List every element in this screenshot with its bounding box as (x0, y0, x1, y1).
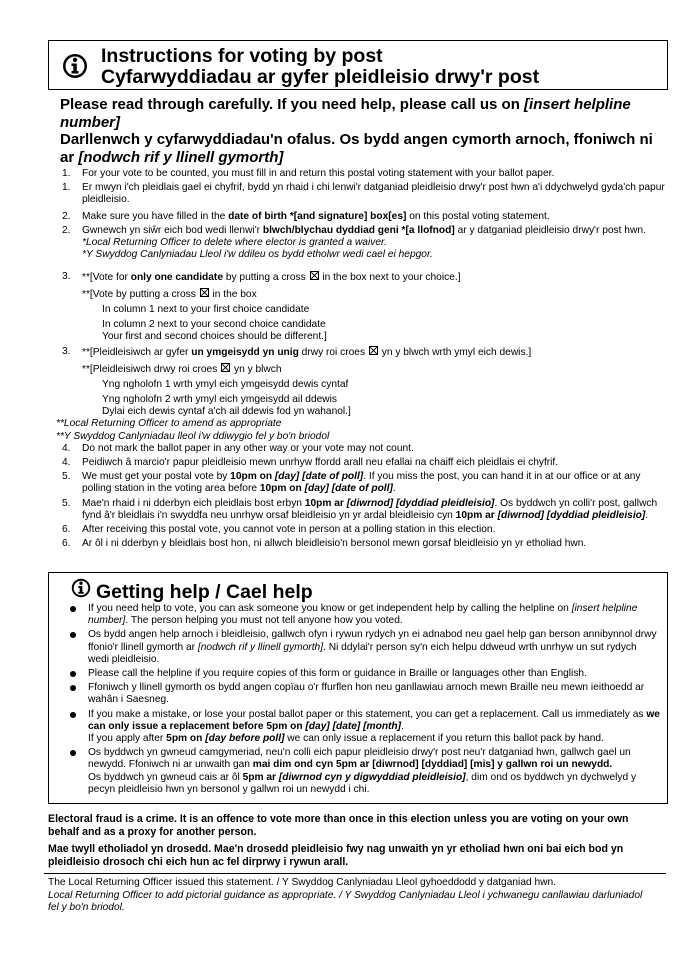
bullet (70, 606, 76, 612)
help-text: . (401, 720, 404, 732)
instruction-text-bold: [day] [date of poll] (274, 471, 364, 483)
help-text: If you apply after (88, 733, 167, 745)
instruction-text: Mae'n rhaid i ni dderbyn eich pleidlais bost erbyn (82, 497, 305, 509)
instruction-4-en (62, 443, 666, 455)
list-number: 2. (62, 224, 71, 236)
header-title-en: Instructions for voting by post (101, 45, 383, 67)
instruction-text: Gwnewch yn siŵr eich bod wedi llenwi'r (82, 224, 263, 236)
instruction-text: on this postal voting statement. (406, 210, 550, 222)
list-number: 5. (62, 497, 71, 509)
instruction-3-col1-en: In column 1 next to your first choice candidate (102, 303, 310, 315)
help-text-bold: we can only issue a replacement before 5pm on (88, 708, 660, 732)
instruction-5-en (62, 471, 666, 495)
intro-en-text: Please read through carefully. If you need help, please call us on (60, 96, 525, 113)
instruction-text: We must get your postal vote by (82, 471, 231, 483)
instruction-text: For your vote to be counted, you must fill in and return this postal voting statement with your ballot paper. (82, 168, 555, 179)
instruction-text: . (392, 483, 396, 495)
list-number: 1. (62, 182, 71, 194)
cross-box-icon (310, 271, 319, 280)
instruction-text-bold: blwch/blychau dyddiad geni *[a llofnod] (262, 224, 455, 236)
instruction-text-bold: date of birth *[and signature] box[es] (228, 210, 407, 222)
instruction-text-bold: [day] [date of poll] (304, 483, 393, 495)
instruction-3-col2-en: In column 2 next to your second choice candidate (102, 319, 326, 331)
instruction-text-bold: 10pm on (230, 471, 275, 483)
instruction-text: in the box next to your choice.] (319, 272, 461, 284)
help-text-bold: [day] [date] [month] (305, 720, 402, 732)
instruction-text: **[Pleidleisiwch ar gyfer (82, 347, 192, 359)
intro-en (60, 96, 660, 131)
help-item-1-en (68, 603, 660, 627)
instruction-1-cy (62, 182, 666, 206)
instruction-text: drwy roi croes (298, 347, 368, 359)
help-text: . Ni ddylai'r person sy'n eich helpu ddweud wrth unrhyw un sut rydych wedi pleidleisio. (88, 641, 637, 665)
instruction-text: Make sure you have filled in the (82, 210, 229, 222)
header-title-cy: Cyfarwyddiadau ar gyfer pleidleisio drwy'r post (101, 66, 540, 88)
instruction-1-en (62, 168, 666, 180)
bullet (70, 671, 76, 677)
instruction-text: **[Vote by putting a cross (82, 288, 199, 300)
instruction-text: **[Vote for (82, 272, 131, 284)
help-text-bold: mai dim ond cyn 5pm ar [diwrnod] [dyddiad] [mis] y gallwn roi un newydd. (252, 759, 613, 771)
list-number: 1. (62, 168, 71, 179)
help-text: , dim ond os byddwch yn dychwelyd y pecyn pleidleisio hwn yn bersonol y gallwn roi un newydd i chi. (88, 771, 637, 795)
instruction-3-alt-en (62, 288, 666, 301)
footer-issued: The Local Returning Officer issued this statement. / Y Swyddog Canlyniadau Lleol gyhoeddodd y datganiad hwn. (48, 877, 557, 888)
instruction-text: yn y blwch wrth ymyl eich dewis.] (378, 347, 532, 359)
instruction-text-bold: only one candidate (130, 272, 223, 284)
list-number: 2. (62, 210, 71, 222)
note-2-en: *Local Returning Officer to delete where elector is granted a waiver. (82, 237, 387, 249)
instruction-3-diff-cy: Dylai eich dewis cyntaf a'ch ail ddewis fod yn wahanol.] (102, 406, 351, 418)
help-text-bold: 5pm ar (242, 771, 279, 783)
instruction-text: Ar ôl i ni dderbyn y bleidlais bost hon, ni allwch bleidleisio'n bersonol mewn gorsaf bleidleisio yn yr etholiad hwn. (82, 538, 587, 550)
instruction-text: . If you miss the post, you can hand it in at our office or at any polling station in the voting area before (82, 471, 641, 495)
help-text: Os byddwch yn gwneud camgymeriad, neu'n colli eich papur pleidleisio drwy'r post neu'r datganiad hwn, gallwch gael un newydd. Ffoniwch ni ar unwaith gan (88, 747, 631, 771)
instructions-list (56, 168, 666, 550)
cross-box-icon (221, 363, 230, 372)
intro-en-helpline: [insert helpline number] (60, 96, 631, 131)
list-number: 6. (62, 524, 71, 536)
list-number: 3. (62, 271, 71, 283)
list-number: 3. (62, 346, 71, 358)
fraud-warning-en: Electoral fraud is a crime. It is an offence to vote more than once in this election unless you are voting on your own behalf and as a proxy for another person. (48, 813, 629, 838)
note-2-cy: *Y Swyddog Canlyniadau Lleol i'w ddileu os bydd etholwr wedi cael ei hepgor. (82, 249, 433, 261)
help-item-3-cy (68, 747, 660, 796)
instruction-text-bold: [diwrnod] [dyddiad pleidleisio] (346, 497, 495, 509)
instruction-text-bold: un ymgeisydd yn unig (191, 347, 299, 359)
instruction-3-col2-cy: Yng ngholofn 2 wrth ymyl eich ymgeisydd ail ddewis (102, 394, 337, 406)
list-number: 4. (62, 457, 71, 469)
note-3-cy: **Y Swyddog Canlyniadau lleol i'w ddiwygio fel y bo'n briodol (56, 430, 330, 442)
instruction-text: Er mwyn i'ch pleidlais gael ei chyfrif, bydd yn rhaid i chi lenwi'r datganiad pleidleisio drwy'r post hwn a'i ddychwelyd gyda'ch papur pleidleisio. (82, 182, 665, 206)
list-number: 6. (62, 538, 71, 550)
help-helpline: [nodwch rif y llinell gymorth] (197, 641, 324, 653)
help-list (68, 603, 660, 796)
instruction-3-cy (62, 346, 666, 359)
instruction-text: yn y blwch (231, 363, 282, 375)
instruction-3-diff-en: Your first and second choices should be different.] (102, 331, 327, 343)
note-3-en: **Local Returning Officer to amend as appropriate (56, 418, 282, 430)
info-icon (62, 53, 88, 79)
help-text: If you need help to vote, you can ask someone you know or get independent help by calling the helpline on (88, 603, 572, 614)
instruction-2-cy (62, 225, 666, 237)
fraud-warning-cy: Mae twyll etholiadol yn drosedd. Mae'n drosedd pleidleisio fwy nag unwaith yn yr etholiad hwn oni bai eich bod yn pleidleisio drosoch chi eich hun ac fel dirprwy i rywun arall. (48, 843, 624, 868)
intro (60, 96, 660, 166)
divider (44, 873, 666, 874)
footer-pictorial: Local Returning Officer to add pictorial guidance as appropriate. / Y Swyddog Canlyniadau Lleol i ychwanegu canllawiau darluniadol fel y bo'n briodol. (48, 890, 643, 914)
instruction-4-cy (62, 457, 666, 469)
help-title: Getting help / Cael help (96, 581, 313, 603)
instruction-text: Peidiwch â marcio'r papur pleidleisio mewn unrhyw ffordd arall neu efallai na chaiff eich pleidlais ei chyfrif. (82, 457, 559, 469)
help-text: . The person helping you must not tell anyone how you voted. (125, 615, 403, 627)
instruction-5-cy (62, 498, 666, 522)
instruction-text: in the box (209, 288, 257, 300)
help-item-2-cy (68, 682, 660, 706)
instruction-text-bold: 10pm ar (304, 497, 347, 509)
bullet (70, 712, 76, 718)
help-item-3-en (68, 709, 660, 746)
help-text: Ffoniwch y llinell gymorth os bydd angen copïau o'r ffurflen hon neu ganllawiau arnoch mewn Braille neu mewn ieithoedd ar wahân i Saesneg. (88, 682, 645, 706)
instruction-2-en (62, 211, 666, 223)
list-number: 5. (62, 471, 71, 483)
instruction-text: by putting a cross (223, 272, 309, 284)
intro-cy-helpline: [nodwch rif y llinell gymorth] (78, 148, 284, 166)
help-text-bold: [diwrnod cyn y digwyddiad pleidleisio] (278, 771, 466, 783)
help-item-2-en (68, 668, 660, 680)
help-text: Please call the helpline if you require copies of this form or guidance in Braille or languages other than English. (88, 668, 587, 680)
instruction-3-col1-cy: Yng ngholofn 1 wrth ymyl eich ymgeisydd dewis cyntaf (102, 378, 349, 390)
instruction-text: Do not mark the ballot paper in any other way or your vote may not count. (82, 442, 414, 454)
cross-box-icon (369, 346, 378, 355)
help-text: we can only issue a replacement if you return this ballot pack by hand. (284, 733, 604, 745)
instruction-text: **[Pleidleisiwch drwy roi croes (82, 363, 221, 375)
instruction-6-cy (62, 538, 666, 550)
help-text: Os byddwch yn gwneud cais ar ôl (88, 771, 243, 783)
instruction-text-bold: 10pm ar (455, 509, 498, 521)
help-helpline: [insert helpline number] (88, 603, 638, 627)
instruction-text: . Os byddwch yn colli'r post, gallwch fynd â'r bleidlais i'n swyddfa neu unrhyw orsaf bleidleisio yn yr ardal bleidleisio cyn (82, 497, 658, 521)
help-text-bold: [day before poll] (205, 733, 285, 745)
instruction-text: . (645, 509, 649, 521)
help-item-1-cy (68, 629, 660, 666)
cross-box-icon (200, 288, 209, 297)
bullet (70, 632, 76, 638)
instruction-text: ar y datganiad pleidleisio drwy'r post hwn. (454, 224, 646, 236)
help-text: If you make a mistake, or lose your postal ballot paper or this statement, you can get a replacement. Call us immediately as (88, 708, 647, 720)
help-text: Os bydd angen help arnoch i bleidleisio, gallwch ofyn i rywun rydych yn ei adnabod neu gael help gan berson annibynnol drwy ffonio'r llinell gymorth ar (88, 629, 657, 653)
instruction-text-bold: 10pm on (259, 483, 305, 495)
info-icon (71, 578, 91, 598)
instruction-3-en (62, 271, 666, 284)
intro-cy-text: Darllenwch y cyfarwyddiadau'n ofalus. Os bydd angen cymorth arnoch, ffoniwch ni ar (60, 131, 653, 166)
bullet (70, 750, 76, 756)
help-text-bold: 5pm on (166, 733, 206, 745)
instruction-6-en (62, 524, 666, 536)
list-number: 4. (62, 442, 71, 454)
instruction-text: After receiving this postal vote, you cannot vote in person at a polling station in this election. (82, 524, 496, 536)
bullet (70, 685, 76, 691)
instruction-3-alt-cy (62, 363, 666, 376)
intro-cy (60, 131, 660, 166)
instruction-text-bold: [diwrnod] [dyddiad pleidleisio] (497, 509, 646, 521)
